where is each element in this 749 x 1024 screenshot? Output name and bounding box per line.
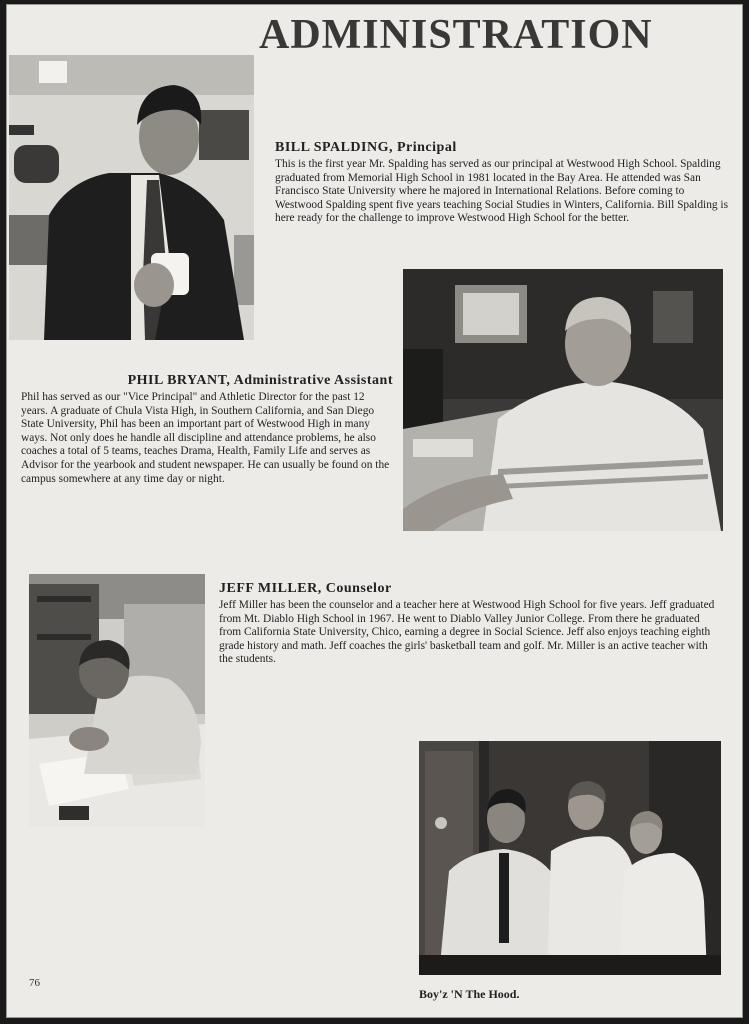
counselor-bio: Jeff Miller has been the counselor and a teacher here at Westwood High School for five years. Jeff graduated from Mt. Diablo High School in 1967. He went to Diablo Valley Junior College. From there he graduated from California State University, Chico, earning a degree in Social Science. Jeff also enjoys teaching eighth grade history and math. Jeff coaches the girls' basketball team and golf. Mr. Miller is an active teacher with the students. xyxy=(219,599,715,666)
counselor-name: JEFF MILLER, Counselor xyxy=(219,581,392,596)
assistant-name: PHIL BRYANT, Administrative Assistant xyxy=(127,373,393,388)
assistant-bio: Phil has served as our "Vice Principal" and Athletic Director for the past 12 years. A graduate of Chula Vista High, in Southern California, and San Diego State University, Phil has been an important part of Westwood High in many ways. Not only does he handle all discipline and attendance problems, he also coaches a total of 5 teams, teaches Drama, Health, Family Life and serves as Advisor for the yearbook and student newspaper. He can usually be found on the campus somewhere at any time day or night. xyxy=(21,391,390,485)
principal-photo xyxy=(9,55,254,340)
assistant-bio-block xyxy=(21,373,393,486)
assistant-photo xyxy=(403,269,723,531)
group-photo xyxy=(419,741,721,975)
principal-bio-block xyxy=(275,140,730,226)
principal-bio: This is the first year Mr. Spalding has served as our principal at Westwood High School. Spalding graduated from Memorial High School in 1981 located in the Bay Area. He attended was San Francisco State University where he majored in International Relations. Before coming to Westwood Spalding spent five years teaching Social Studies in Winters, California. Bill Spalding is here ready for the challenge to improve Westwood High School for the better. xyxy=(275,158,729,225)
group-photo-caption: Boy'z 'N The Hood. xyxy=(419,987,520,1001)
page-number: 76 xyxy=(29,977,40,989)
counselor-bio-block xyxy=(219,581,719,667)
page-title: ADMINISTRATION xyxy=(259,12,653,58)
yearbook-page xyxy=(6,4,743,1018)
principal-name: BILL SPALDING, Principal xyxy=(275,140,457,155)
counselor-photo xyxy=(29,574,205,827)
